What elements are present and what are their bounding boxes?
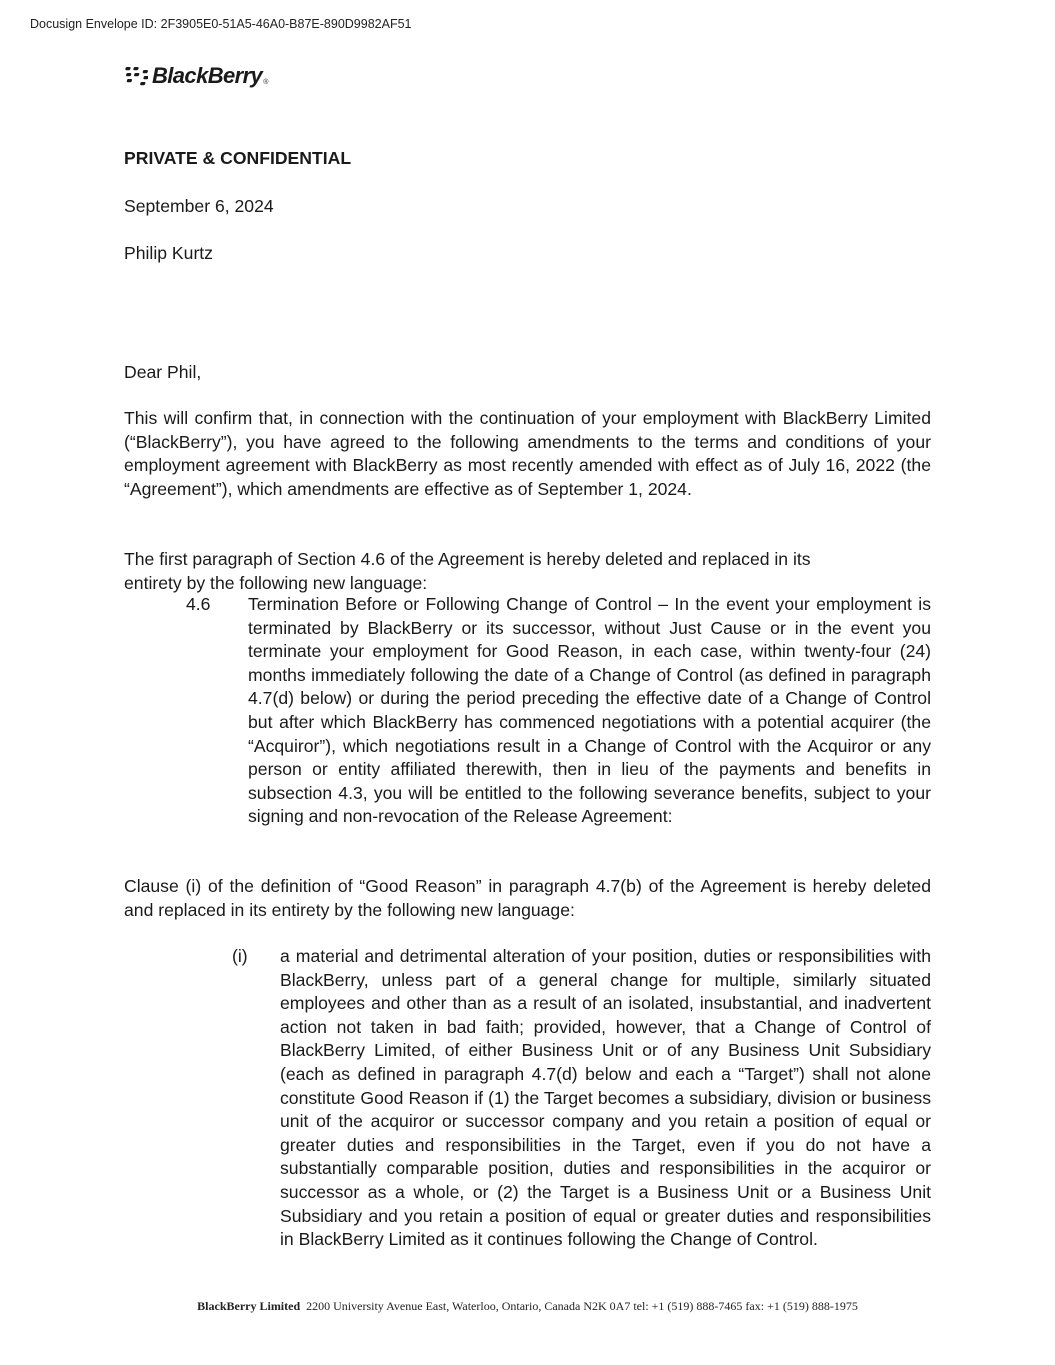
docusign-envelope-id: Docusign Envelope ID: 2F3905E0-51A5-46A0-B87E-890D9982AF51	[30, 17, 412, 31]
confidential-heading: PRIVATE & CONFIDENTIAL	[124, 148, 352, 168]
blackberry-logo	[124, 60, 268, 92]
section-46-intro-line-2: entirety by the following new language:	[124, 572, 428, 593]
confirmation-paragraph: This will confirm that, in connection with the continuation of your employment with BlackBerry Limited (“BlackBerry”), you have agreed to the following amendments to the terms and conditions of your employment agreement with BlackBerry as most recently amended with effect as of July 16, 2022 (the “Agreement”), which amendments are effective as of September 1, 2024.	[124, 408, 931, 499]
section-46-number: 4.6	[186, 594, 211, 614]
salutation: Dear Phil,	[124, 362, 202, 382]
section-46-intro	[124, 548, 931, 595]
clause-i-number: (i)	[232, 946, 248, 966]
page-footer	[0, 1299, 1055, 1314]
section-46-text: Termination Before or Following Change of Control – In the event your employment is terminated by BlackBerry or its successor, without Just Cause or in the event you terminate your employment for Good Reason, in each case, within twenty-four (24) months immediately following the date of a Change of Control (as defined in paragraph 4.7(d) below) or during the period preceding the effective date of a Change of Control but after which BlackBerry has commenced negotiations with a potential acquirer (the “Acquiror”), which negotiations result in a Change of Control with the Acquiror or any person or entity affiliated therewith, then in lieu of the payments and benefits in subsection 4.3, you will be entitled to the following severance benefits, subject to your signing and non-revocation of the Release Agreement:	[248, 594, 931, 827]
section-46-intro-line-1: The first paragraph of Section 4.6 of the Agreement is hereby deleted and replaced in its	[124, 549, 811, 569]
clause-i-text: a material and detrimental alteration of your position, duties or responsibilities with BlackBerry, unless part of a general change for multiple, similarly situated employees and other than as a result of an isolated, insubstantial, and inadvertent action not taken in bad faith; provided, however, that a Change of Control of BlackBerry Limited, of either Business Unit or of any Business Unit Subsidiary (each as defined in paragraph 4.7(d) below and each a “Target”) shall not alone constitute Good Reason if (1) the Target becomes a subsidiary, division or business unit of the acquiror or successor company and you retain a position of equal or greater duties and responsibilities in the Target, even if you do not have a substantially comparable position, duties and responsibilities in the acquiror or successor as a whole, or (2) the Target is a Business Unit or a Business Unit Subsidiary and you retain a position of equal or greater duties and responsibilities in BlackBerry Limited as it continues following the Change of Control.	[280, 946, 931, 1250]
recipient-name: Philip Kurtz	[124, 243, 213, 263]
blackberry-logo-icon	[124, 66, 148, 86]
clause-i	[232, 945, 931, 1252]
section-46-clause	[186, 593, 931, 829]
letter-date: September 6, 2024	[124, 196, 274, 216]
clause-i-intro: Clause (i) of the definition of “Good Reason” in paragraph 4.7(b) of the Agreement is hereby deleted and replaced in its entirety by the following new language:	[124, 876, 931, 920]
footer-company: BlackBerry Limited	[197, 1299, 301, 1313]
logo-wordmark: BlackBerry	[152, 63, 263, 88]
footer-address: 2200 University Avenue East, Waterloo, Ontario, Canada N2K 0A7 tel: +1 (519) 888-7465 fax: +1 (519) 888-1975	[306, 1299, 858, 1313]
logo-registered-mark: ®	[263, 79, 269, 86]
